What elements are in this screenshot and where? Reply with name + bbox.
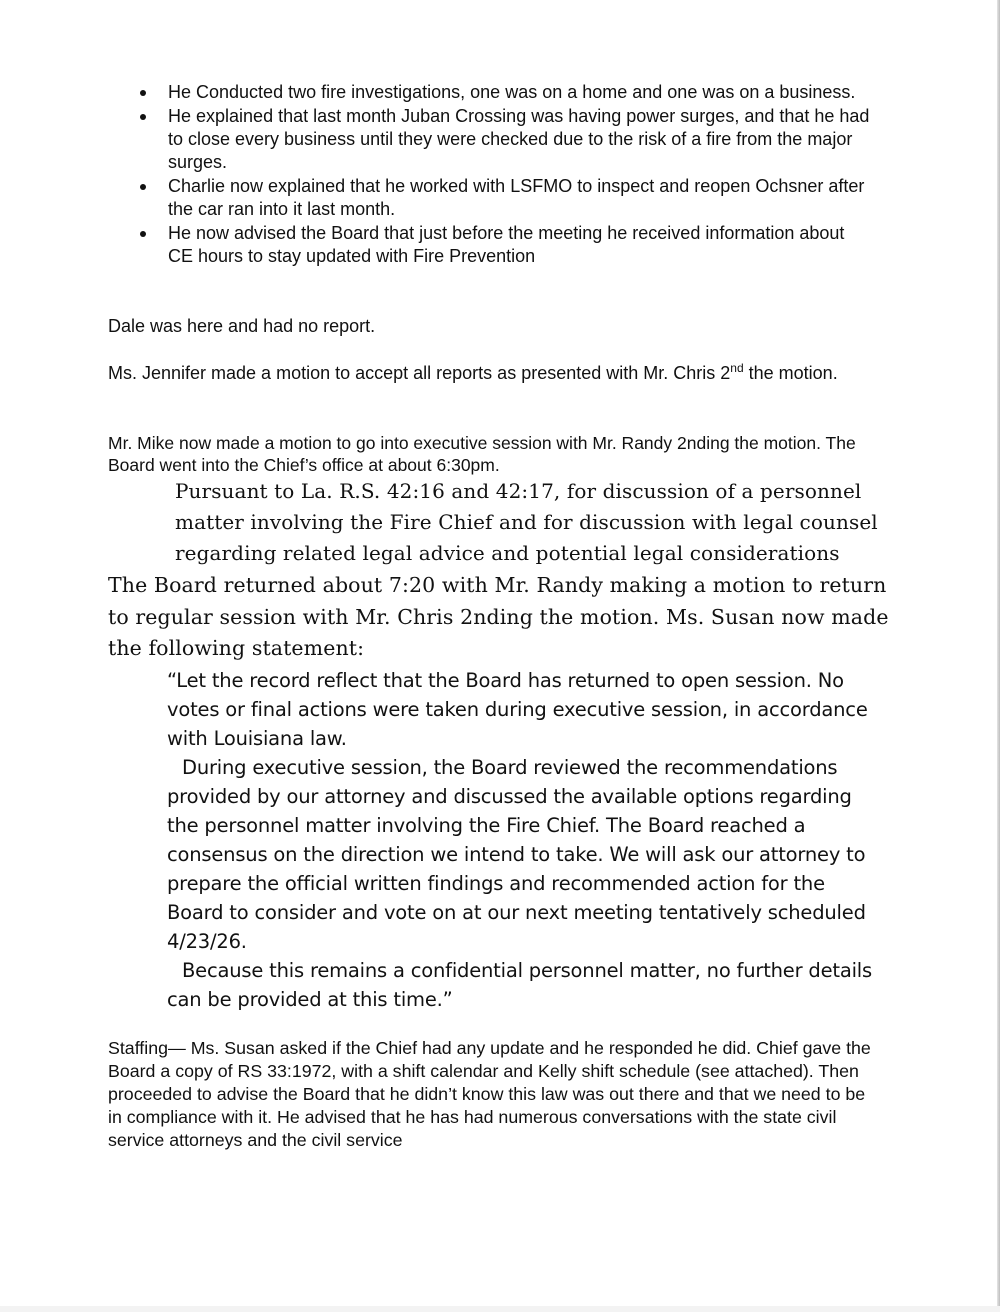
motion-text-end: the motion. [743, 363, 838, 383]
fire-prevention-report-list [140, 81, 870, 268]
list-item [140, 81, 870, 104]
bullet-text: Charlie now explained that he worked with LSFMO to inspect and reopen Ochsner after the car ran into it last month. [168, 176, 865, 219]
board-return-paragraph: The Board returned about 7:20 with Mr. Randy making a motion to return to regular session with Mr. Chris 2nding the motion. Ms. Susan now made the following statement: [108, 573, 889, 660]
bullet-text: He now advised the Board that just before the meeting he received information about CE hours to stay updated with Fire Prevention [168, 223, 845, 266]
motion-text-start: Ms. Jennifer made a motion to accept all reports as presented with Mr. Chris 2 [108, 363, 731, 383]
bullet-icon [140, 114, 146, 120]
statement-paragraph: “Let the record reflect that the Board has returned to open session. No votes or final actions were taken during executive session, in accordance with Louisiana law. [167, 669, 868, 750]
ordinal-superscript: nd [730, 361, 744, 375]
bullet-text: He explained that last month Juban Crossing was having power surges, and that he had to close every business until they were checked due to the risk of a fire from the major surges. [168, 106, 870, 172]
statute-citation: Pursuant to La. R.S. 42:16 and 42:17, for discussion of a personnel matter involving the Fire Chief and for discussion with legal counsel regarding related legal advice and potential legal considerations [175, 479, 878, 565]
statement-paragraph: Because this remains a confidential personnel matter, no further details can be provided at this time.” [167, 959, 872, 1011]
accept-reports-motion [108, 362, 868, 385]
dale-report-paragraph: Dale was here and had no report. [108, 316, 376, 336]
bullet-icon [140, 231, 146, 237]
list-item [140, 175, 870, 221]
bullet-icon [140, 90, 146, 96]
scan-bottom-shadow [0, 1306, 1000, 1312]
statement-paragraph: During executive session, the Board reviewed the recommendations provided by our attorney and discussed the available options regarding the personnel matter involving the Fire Chief. The Board reached a consensus on the direction we intend to take. We will ask our attorney to prepare the official written findings and recommended action for the Board to consider and vote on at our next meeting tentatively scheduled 4/23/26. [167, 756, 866, 953]
list-item [140, 222, 870, 268]
open-session-statement [167, 666, 882, 1014]
bullet-text: He Conducted two fire investigations, one was on a home and one was on a business. [168, 82, 856, 102]
executive-session-motion: Mr. Mike now made a motion to go into executive session with Mr. Randy 2nding the motion. The Board went into the Chief’s office at about 6:30pm. [108, 433, 856, 475]
bullet-icon [140, 184, 146, 190]
staffing-paragraph: Staffing— Ms. Susan asked if the Chief had any update and he responded he did. Chief gave the Board a copy of RS 33:1972, with a shift calendar and Kelly shift schedule (see attached). Then proceeded to advise the Board that he didn’t know this law was out there and that we need to be in compliance with it. He advised that he has had numerous conversations with the state civil service attorneys and the civil service [108, 1038, 871, 1150]
list-item [140, 105, 870, 174]
